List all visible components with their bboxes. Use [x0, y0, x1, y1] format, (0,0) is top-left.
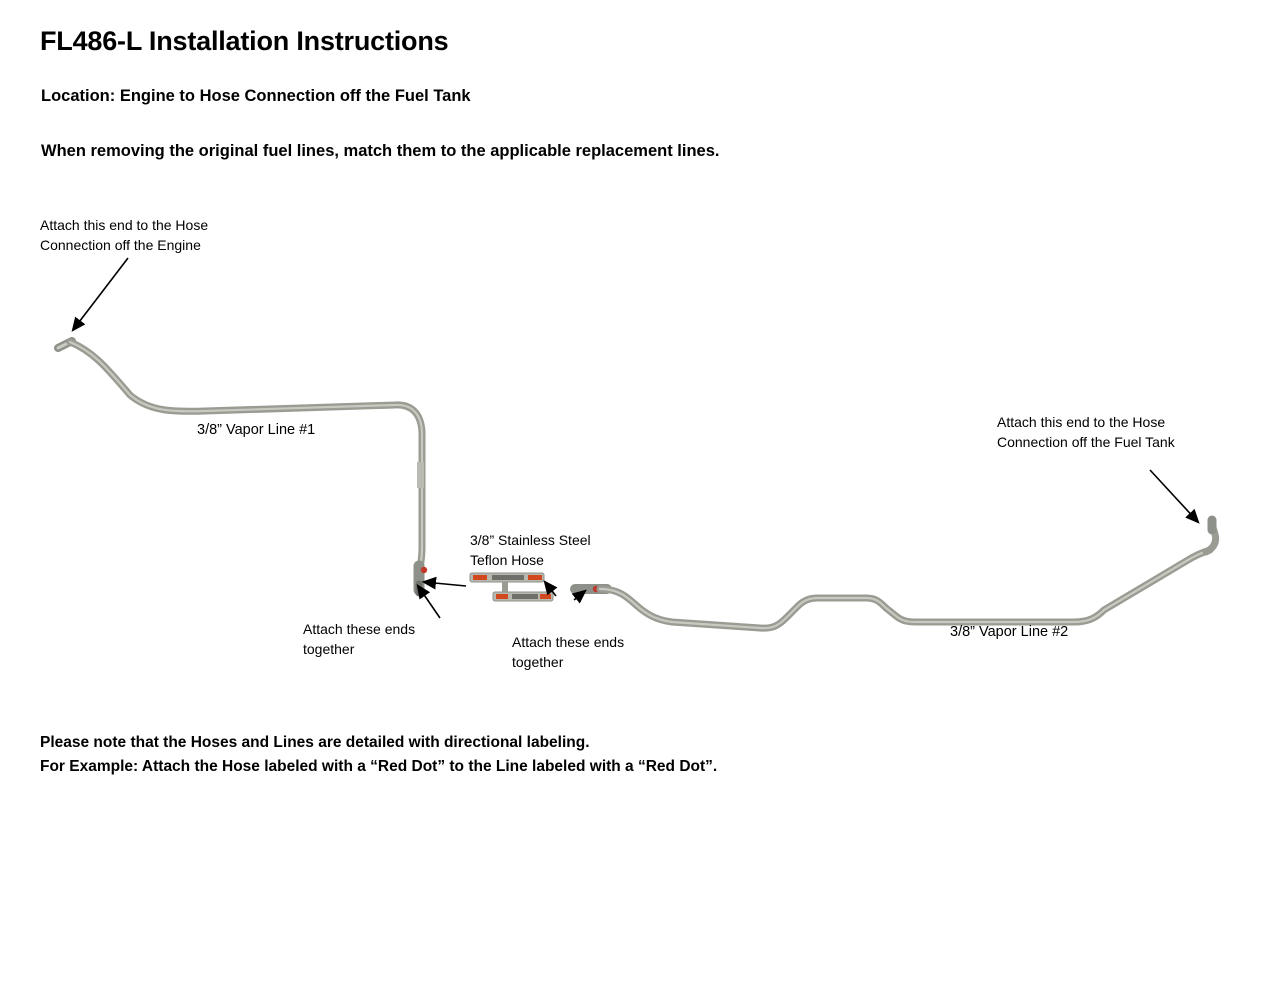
- vapor-line-1-engine-fitting: [58, 341, 72, 348]
- arrow-to-tank-end: [1150, 470, 1198, 522]
- arrow-hose-to-line1: [424, 582, 466, 586]
- arrow-ends-2b: [574, 591, 585, 600]
- note-red-dot-example: For Example: Attach the Hose labeled with a “Red Dot” to the Line labeled with a “Red Dot”.: [40, 758, 718, 775]
- vapor-line-1-print-band: [417, 462, 424, 488]
- arrow-to-engine-end: [73, 258, 128, 330]
- note-directional-labeling: Please note that the Hoses and Lines are detailed with directional labeling.: [40, 734, 590, 751]
- arrow-ends-2a: [545, 582, 556, 596]
- red-dot-marker-line1: [421, 567, 427, 573]
- page-title: FL486-L Installation Instructions: [40, 26, 449, 56]
- location-subtitle: Location: Engine to Hose Connection off the Fuel Tank: [41, 87, 471, 105]
- matching-instruction: When removing the original fuel lines, match them to the applicable replacement lines.: [41, 142, 720, 160]
- callout-engine-line-2: Connection off the Engine: [40, 237, 201, 253]
- teflon-hose-lower-band-right: [540, 594, 551, 599]
- teflon-hose-upper-braid: [492, 575, 524, 580]
- callout-engine-end: [40, 215, 208, 255]
- vapor-line-2-tube: [600, 550, 1210, 628]
- callout-hose-line-1: 3/8” Stainless Steel: [470, 532, 591, 548]
- label-vapor-line-1: 3/8” Vapor Line #1: [197, 422, 316, 438]
- callout-hose-line-2: Teflon Hose: [470, 552, 544, 568]
- callout-tank-line-1: Attach this end to the Hose: [997, 414, 1166, 430]
- vapor-line-1-engine-fitting-highlight: [58, 341, 72, 348]
- callout-teflon-hose: [470, 530, 591, 570]
- teflon-hose-upper-body: [470, 573, 544, 582]
- vapor-line-1-tube: [70, 342, 422, 578]
- arrow-ends-1: [418, 586, 440, 618]
- callout-ends-2-line-2: together: [512, 654, 564, 670]
- teflon-hose-graphic: [470, 573, 553, 601]
- callout-ends-1-line-2: together: [303, 641, 355, 657]
- callout-attach-ends-right: [512, 632, 624, 672]
- callout-ends-1-line-1: Attach these ends: [303, 621, 416, 637]
- callout-tank-end: [997, 412, 1175, 452]
- teflon-hose-upper-band-left: [473, 575, 487, 580]
- teflon-hose-lower-band-left: [496, 594, 508, 599]
- vapor-line-2-tube-highlight: [600, 550, 1210, 628]
- vapor-line-1-tube-highlight: [70, 342, 422, 578]
- callout-tank-line-2: Connection off the Fuel Tank: [997, 434, 1175, 450]
- callout-attach-ends-left: [303, 619, 415, 659]
- page-top-margin: [0, 0, 1280, 4]
- label-vapor-line-2: 3/8” Vapor Line #2: [950, 624, 1069, 640]
- teflon-hose-upper-band-right: [528, 575, 542, 580]
- teflon-hose-lower-body: [493, 592, 553, 601]
- teflon-hose-lower-braid: [512, 594, 538, 599]
- vapor-line-2-tank-end: [1206, 524, 1216, 552]
- callout-ends-2-line-1: Attach these ends: [512, 634, 625, 650]
- vapor-line-2-graphic: [575, 520, 1216, 628]
- vapor-line-1-graphic: [58, 341, 427, 593]
- red-dot-marker-line2: [593, 586, 599, 592]
- callout-engine-line-1: Attach this end to the Hose: [40, 217, 209, 233]
